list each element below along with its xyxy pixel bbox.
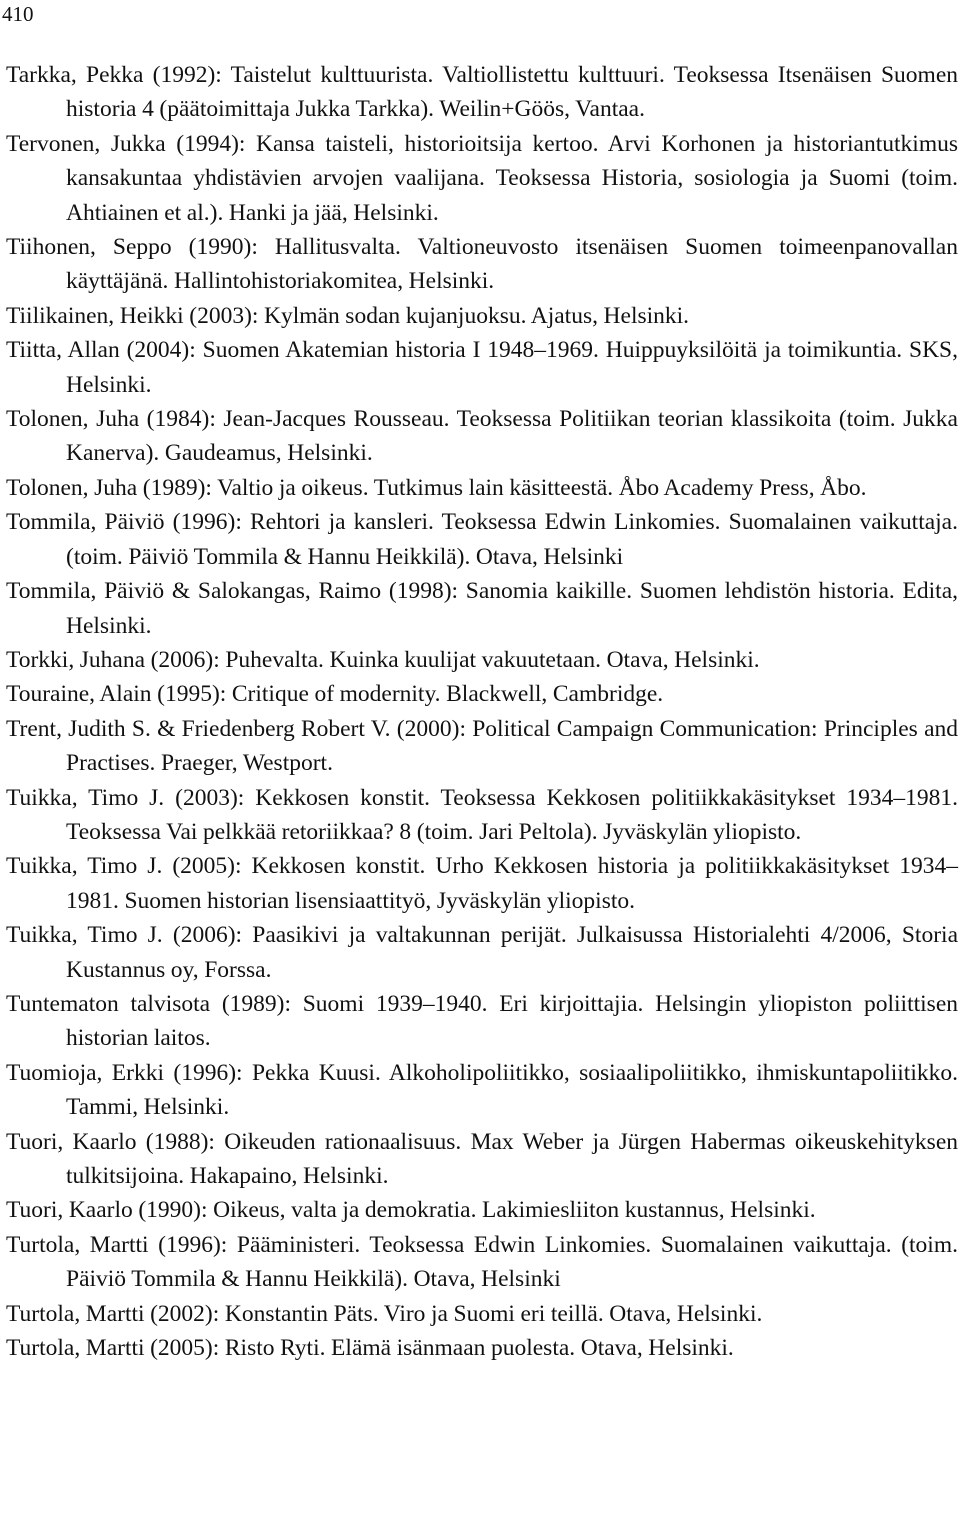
reference-entry-tommila-1996: Tommila, Päiviö (1996): Rehtori ja kansleri. Teoksessa Edwin Linkomies. Suomalainen vaikuttaja. (toim. Päiviö Tommila & Hannu Heikkilä). Otava, Helsinki (6, 509, 958, 570)
bibliography-list (0, 58, 958, 1365)
reference-entry-tervonen-1994: Tervonen, Jukka (1994): Kansa taisteli, historioitsija kertoo. Arvi Korhonen ja historiantutkimus kansakuntaa yhdistävien arvojen vaalijana. Teoksessa Historia, sosiologia ja Suomi (toim. Ahtiainen et al.). Hanki ja jää, Helsinki. (6, 130, 958, 226)
reference-entry-torkki-2006: Torkki, Juhana (2006): Puhevalta. Kuinka kuulijat vakuutetaan. Otava, Helsinki. (6, 646, 760, 673)
reference-entry-tuikka-2005: Tuikka, Timo J. (2005): Kekkosen konstit. Urho Kekkosen historia ja politiikkakäsitykset 1934–1981. Suomen historian lisensiaattityö, Jyväskylän yliopisto. (6, 853, 958, 914)
reference-entry-tuori-1988: Tuori, Kaarlo (1988): Oikeuden rationaalisuus. Max Weber ja Jürgen Habermas oikeuskehityksen tulkitsijoina. Hakapaino, Helsinki. (6, 1128, 958, 1189)
reference-entry-tarkka-1992: Tarkka, Pekka (1992): Taistelut kulttuurista. Valtiollistettu kulttuuri. Teoksessa Itsenäisen Suomen historia 4 (päätoimittaja Jukka Tarkka). Weilin+Göös, Vantaa. (6, 62, 958, 123)
reference-entry-trent-friedenberg-2000: Trent, Judith S. & Friedenberg Robert V. (2000): Political Campaign Communication: Principles and Practises. Praeger, Westport. (6, 715, 958, 777)
reference-entry-touraine-1995: Touraine, Alain (1995): Critique of modernity. Blackwell, Cambridge. (6, 681, 664, 708)
reference-entry-tolonen-1984: Tolonen, Juha (1984): Jean-Jacques Rousseau. Teoksessa Politiikan teorian klassikoita (toim. Jukka Kanerva). Gaudeamus, Helsinki. (6, 406, 958, 467)
reference-entry-tolonen-1989: Tolonen, Juha (1989): Valtio ja oikeus. Tutkimus lain käsitteestä. Åbo Academy Press, Åbo. (6, 474, 867, 501)
reference-entry-tiitta-2004: Tiitta, Allan (2004): Suomen Akatemian historia I 1948–1969. Huippuyksilöitä ja toimikuntia. SKS, Helsinki. (6, 337, 958, 398)
reference-entry-tuomioja-1996: Tuomioja, Erkki (1996): Pekka Kuusi. Alkoholipoliitikko, sosiaalipoliitikko, ihmiskuntapoliitikko. Tammi, Helsinki. (6, 1059, 958, 1121)
reference-entry-tommila-salokangas-1998: Tommila, Päiviö & Salokangas, Raimo (1998): Sanomia kaikille. Suomen lehdistön historia. Edita, Helsinki. (6, 578, 958, 639)
reference-entry-turtola-2002: Turtola, Martti (2002): Konstantin Päts. Viro ja Suomi eri teillä. Otava, Helsinki. (6, 1300, 763, 1327)
reference-entry-turtola-2005: Turtola, Martti (2005): Risto Ryti. Elämä isänmaan puolesta. Otava, Helsinki. (6, 1335, 734, 1362)
reference-entry-tiilikainen-2003: Tiilikainen, Heikki (2003): Kylmän sodan kujanjuoksu. Ajatus, Helsinki. (6, 302, 690, 329)
reference-entry-tuntematon-talvisota-1989: Tuntematon talvisota (1989): Suomi 1939–1940. Eri kirjoittajia. Helsingin yliopiston poliittisen historian laitos. (6, 990, 958, 1052)
reference-entry-tuikka-2003: Tuikka, Timo J. (2003): Kekkosen konstit. Teoksessa Kekkosen politiikkakäsitykset 1934–1981. Teoksessa Vai pelkkää retoriikkaa? 8 (toim. Jari Peltola). Jyväskylän yliopisto. (6, 784, 958, 845)
reference-entry-turtola-1996: Turtola, Martti (1996): Pääministeri. Teoksessa Edwin Linkomies. Suomalainen vaikuttaja. (toim. Päiviö Tommila & Hannu Heikkilä). Otava, Helsinki (6, 1231, 958, 1293)
page-number: 410 (2, 2, 34, 26)
reference-entry-tuori-1990: Tuori, Kaarlo (1990): Oikeus, valta ja demokratia. Lakimiesliiton kustannus, Helsinki. (6, 1197, 816, 1224)
reference-entry-tiihonen-1990: Tiihonen, Seppo (1990): Hallitusvalta. Valtioneuvosto itsenäisen Suomen toimeenpanovallan käyttäjänä. Hallintohistoriakomitea, Helsinki. (6, 234, 958, 295)
reference-entry-tuikka-2006: Tuikka, Timo J. (2006): Paasikivi ja valtakunnan perijät. Julkaisussa Historialehti 4/2006, Storia Kustannus oy, Forssa. (6, 922, 958, 983)
